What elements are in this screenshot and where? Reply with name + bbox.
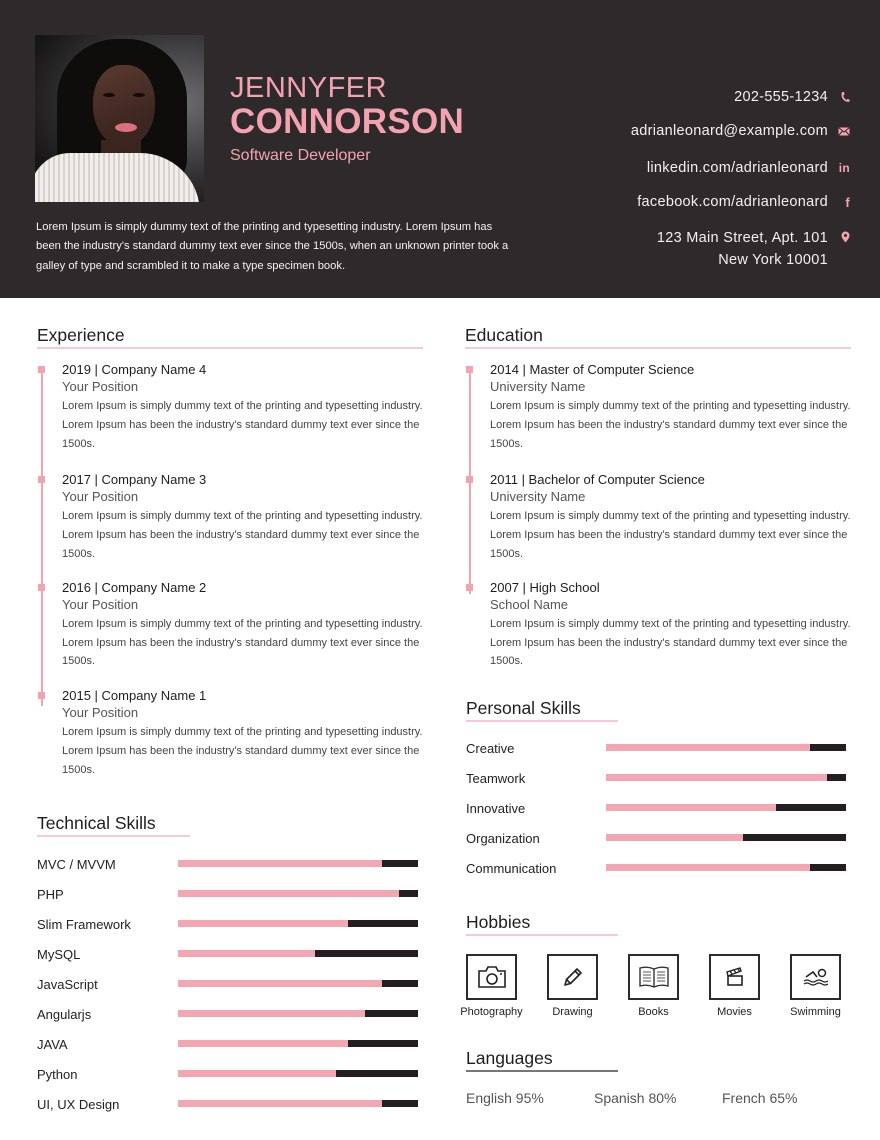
skill-bar-fill: [178, 1040, 348, 1047]
skill-bar-fill: [606, 774, 827, 781]
phone-text: 202-555-1234: [734, 89, 828, 105]
education-institution: University Name: [490, 379, 586, 394]
skill-bar: [606, 774, 846, 781]
hobbies-title: Hobbies: [466, 912, 531, 932]
skill-label: JavaScript: [37, 976, 98, 992]
contact-email[interactable]: [490, 120, 850, 142]
first-name: JENNYFER: [230, 72, 388, 104]
skill-bar-fill: [178, 1070, 336, 1077]
skill-label: PHP: [37, 886, 64, 902]
languages-divider: [466, 1070, 618, 1072]
skill-bar: [178, 1010, 418, 1017]
experience-description: Lorem Ipsum is simply dummy text of the printing and typesetting industry. Lorem Ipsum has been the industry's standard dummy text ever since the 1500s.: [62, 400, 423, 450]
experience-position: Your Position: [62, 596, 139, 612]
experience-position: Your Position: [62, 379, 139, 394]
experience-position: Your Position: [62, 705, 139, 721]
hobby-label: Books: [638, 1006, 669, 1018]
education-description: Lorem Ipsum is simply dummy text of the printing and typesetting industry. Lorem Ipsum has been the industry's standard dummy text ever since the 1500s.: [490, 617, 851, 668]
skill-bar-fill: [178, 1100, 382, 1107]
hobby-label: Drawing: [552, 1006, 593, 1018]
skill-bar: [606, 804, 846, 811]
personal-skills-section: [466, 697, 852, 883]
language-item: French 65%: [722, 1089, 798, 1106]
education-title: Education: [465, 325, 543, 345]
skill-row: [37, 1059, 425, 1089]
experience-description: Lorem Ipsum is simply dummy text of the printing and typesetting industry. Lorem Ipsum has been the industry's standard dummy text ever since the 1500s.: [62, 510, 423, 560]
hobby-label: Movies: [717, 1006, 752, 1018]
profile-photo: [35, 35, 204, 202]
education-institution: School Name: [490, 596, 569, 612]
skill-row: [466, 763, 852, 793]
experience-section: [37, 324, 425, 780]
hobbies-divider: [466, 934, 618, 936]
skill-bar-fill: [606, 744, 810, 751]
skill-row: [466, 793, 852, 823]
contact-phone: [490, 86, 850, 108]
experience-title: Experience: [37, 325, 125, 345]
skill-bar-fill: [178, 860, 382, 867]
skill-label: Creative: [466, 740, 515, 756]
languages-list: [466, 1090, 866, 1106]
skill-label: Angularjs: [37, 1006, 92, 1022]
education-section: [465, 324, 851, 671]
resume-header: [0, 0, 880, 298]
phone-icon: [828, 91, 850, 103]
pencil-icon: [547, 954, 598, 1000]
education-institution: University Name: [490, 489, 586, 505]
skill-label: UI, UX Design: [37, 1096, 120, 1112]
contact-address: [490, 227, 850, 271]
skill-label: Organization: [466, 830, 540, 846]
skill-row: [37, 909, 425, 939]
skill-bar: [178, 1100, 418, 1107]
experience-item: [37, 362, 425, 453]
experience-timeline: [37, 362, 425, 780]
skill-bar: [178, 1040, 418, 1047]
education-item: [465, 362, 851, 453]
timeline-dot: [38, 476, 45, 483]
experience-divider: [37, 347, 423, 349]
skill-row: [37, 1029, 425, 1059]
linkedin-icon: in: [838, 161, 850, 175]
skill-bar: [606, 744, 846, 751]
skill-bar: [606, 864, 846, 871]
experience-item: [37, 688, 425, 779]
skill-row: [37, 939, 425, 969]
experience-heading: 2015 | Company Name 1: [62, 688, 207, 704]
skill-row: [37, 999, 425, 1029]
experience-heading: 2016 | Company Name 2: [62, 579, 207, 595]
skill-bar: [178, 1070, 418, 1077]
languages-section: [466, 1047, 866, 1106]
map-pin-icon: [828, 227, 850, 271]
clapperboard-icon: [709, 954, 760, 1000]
experience-description: Lorem Ipsum is simply dummy text of the printing and typesetting industry. Lorem Ipsum has been the industry's standard dummy text ever since the 1500s.: [62, 617, 423, 668]
technical-skills-title: Technical Skills: [37, 813, 156, 833]
skill-row: [37, 969, 425, 999]
hobby-books: [613, 954, 694, 1018]
experience-description: Lorem Ipsum is simply dummy text of the printing and typesetting industry. Lorem Ipsum has been the industry's standard dummy text ever since the 1500s.: [62, 726, 423, 776]
skill-label: JAVA: [37, 1036, 68, 1052]
swimmer-icon: [790, 954, 841, 1000]
contact-linkedin[interactable]: [490, 157, 850, 179]
skill-row: [466, 823, 852, 853]
skill-bar: [178, 920, 418, 927]
timeline-dot: [466, 584, 473, 591]
education-heading: 2011 | Bachelor of Computer Science: [490, 472, 705, 488]
camera-icon: [466, 954, 517, 1000]
skill-label: Teamwork: [466, 770, 526, 786]
technical-skills-section: [37, 812, 425, 1119]
envelope-icon: [828, 127, 850, 136]
skill-label: Slim Framework: [37, 916, 131, 932]
experience-heading: 2017 | Company Name 3: [62, 472, 207, 488]
right-column: [465, 324, 851, 671]
language-item: Spanish 80%: [594, 1089, 677, 1106]
skill-row: [37, 879, 425, 909]
skill-row: [466, 733, 852, 763]
timeline-dot: [466, 366, 473, 373]
hobby-label: Photography: [460, 1006, 523, 1018]
skill-bar-fill: [606, 864, 810, 871]
skill-bar-fill: [606, 834, 743, 841]
skill-bar-fill: [178, 890, 399, 897]
education-item: [465, 580, 851, 671]
open-book-icon: [628, 954, 679, 1000]
hobby-photography: [451, 954, 532, 1018]
skill-row: [37, 1089, 425, 1119]
hobby-movies: [694, 954, 775, 1018]
left-column: [37, 324, 425, 780]
skill-label: Python: [37, 1066, 78, 1082]
address-line-1: 123 Main Street, Apt. 101: [656, 230, 828, 246]
personal-skills-title: Personal Skills: [466, 698, 581, 718]
hobbies-section: [460, 911, 866, 1018]
linkedin-text[interactable]: linkedin.com/adrianleonard: [646, 160, 828, 176]
language-item: English 95%: [466, 1089, 544, 1106]
technical-skills-divider: [37, 835, 190, 837]
skill-bar-fill: [606, 804, 776, 811]
skill-bar: [178, 980, 418, 987]
education-heading: 2014 | Master of Computer Science: [490, 362, 695, 377]
skill-bar: [178, 860, 418, 867]
education-timeline: [465, 362, 851, 671]
experience-position: Your Position: [62, 489, 139, 505]
skill-label: MySQL: [37, 946, 81, 962]
hobby-swimming: [775, 954, 856, 1018]
education-heading: 2007 | High School: [490, 579, 600, 595]
address-line-2: New York 10001: [718, 252, 828, 268]
job-title: Software Developer: [230, 147, 371, 164]
experience-item: [37, 580, 425, 671]
education-divider: [465, 347, 851, 349]
hobby-label: Swimming: [790, 1006, 841, 1018]
last-name: CONNORSON: [230, 102, 465, 141]
experience-heading: 2019 | Company Name 4: [62, 362, 207, 377]
timeline-dot: [38, 366, 45, 373]
education-description: Lorem Ipsum is simply dummy text of the printing and typesetting industry. Lorem Ipsum has been the industry's standard dummy text ever since the 1500s.: [490, 510, 851, 560]
name-block: [230, 72, 464, 166]
contact-info: [490, 86, 850, 271]
technical-skills-list: [37, 849, 425, 1119]
personal-skills-divider: [466, 720, 618, 722]
skill-bar-fill: [178, 980, 382, 987]
personal-skills-list: [466, 733, 852, 883]
facebook-icon: f: [845, 194, 850, 210]
skill-bar-fill: [178, 920, 348, 927]
hobbies-list: [451, 954, 866, 1018]
skill-row: [37, 849, 425, 879]
facebook-text[interactable]: facebook.com/adrianleonard: [637, 194, 828, 210]
email-text[interactable]: adrianleonard@example.com: [630, 123, 828, 139]
education-item: [465, 472, 851, 563]
contact-facebook[interactable]: [490, 191, 850, 213]
education-description: Lorem Ipsum is simply dummy text of the printing and typesetting industry. Lorem Ipsum has been the industry's standard dummy text ever since the 1500s.: [490, 400, 851, 450]
languages-title: Languages: [466, 1048, 553, 1068]
skill-bar: [606, 834, 846, 841]
experience-item: [37, 472, 425, 563]
skill-label: Innovative: [466, 800, 526, 816]
timeline-dot: [466, 476, 473, 483]
skill-bar-fill: [178, 950, 315, 957]
timeline-dot: [38, 692, 45, 699]
skill-bar-fill: [178, 1010, 365, 1017]
skill-row: [466, 853, 852, 883]
hobby-drawing: [532, 954, 613, 1018]
skill-label: Communication: [466, 860, 557, 876]
skill-bar: [178, 950, 418, 957]
skill-label: MVC / MVVM: [37, 856, 116, 872]
profile-summary: Lorem Ipsum is simply dummy text of the printing and typesetting industry. Lorem Ipsum has been the industry's standard dummy text ever since the 1500s, when an unknown printer took a galley of type and scrambled it to make a type specimen book.: [36, 221, 509, 272]
skill-bar: [178, 890, 418, 897]
timeline-dot: [38, 584, 45, 591]
